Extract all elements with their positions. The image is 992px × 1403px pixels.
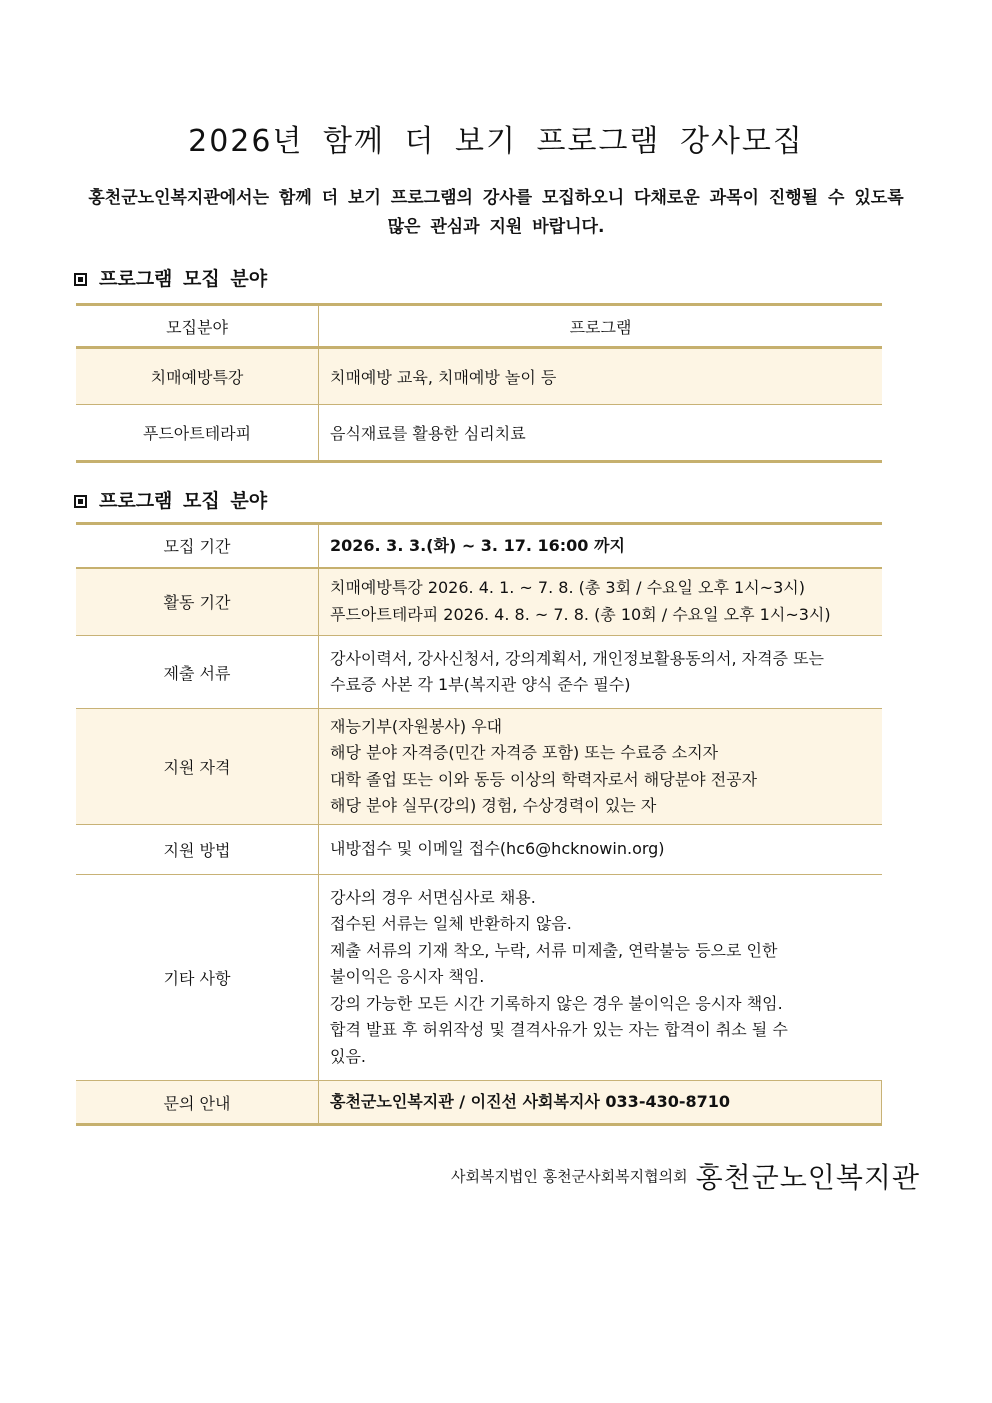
row-documents: 제출 서류 강사이력서, 강사신청서, 강의계획서, 개인정보활용동의서, 자격증 또는 수료증 사본 각 1부(복지관 양식 준수 필수): [76, 636, 882, 709]
row-qualification: 지원 자격 재능기부(자원봉사) 우대 해당 분야 자격증(민간 자격증 포함) 또는 수료증 소지자 대학 졸업 또는 이와 동등 이상의 학력자로서 해당분야 전공자 해당 분야 실무(강의) 경험, 수상경력이 있는 자: [76, 709, 882, 825]
footer-signature: [451, 1156, 920, 1196]
row-period: 모집 기간 2026. 3. 3.(화) ~ 3. 17. 16:00 까지: [76, 524, 882, 568]
footer-name: 홍천군노인복지관: [695, 1161, 920, 1194]
table-row: 푸드아트테라피 음식재료를 활용한 심리치료: [76, 405, 882, 462]
square-bullet-icon: [74, 273, 87, 286]
header-program: 프로그램: [319, 305, 883, 348]
recruitment-details-table: [76, 522, 882, 1126]
table-header-row: [76, 305, 882, 348]
row-activity: 활동 기간 치매예방특강 2026. 4. 1. ~ 7. 8. (총 3회 / 수요일 오후 1시~3시) 푸드아트테라피 2026. 4. 8. ~ 7. 8. (총 10회 / 수요일 오후 1시~3시): [76, 568, 882, 636]
footer-org: 사회복지법인 홍천군사회복지협의회: [450, 1167, 688, 1186]
square-bullet-icon: [74, 495, 87, 508]
header-field: 모집분야: [76, 305, 319, 348]
row-contact: 문의 안내 홍천군노인복지관 / 이진선 사회복지사 033-430-8710: [76, 1081, 882, 1125]
page-title: 2026년 함께 더 보기 프로그램 강사모집: [188, 124, 804, 159]
program-table: [76, 303, 882, 463]
table-row: 치매예방특강 치매예방 교육, 치매예방 놀이 등: [76, 348, 882, 405]
intro-paragraph: 홍천군노인복지관에서는 함께 더 보기 프로그램의 강사를 모집하오니 다채로운 과목이 진행될 수 있도록 많은 관심과 지원 바랍니다.: [88, 188, 904, 237]
row-method: 지원 방법 내방접수 및 이메일 접수(hc6@hcknowin.org): [76, 825, 882, 875]
section-heading-1: 프로그램 모집 분야: [74, 264, 267, 291]
row-other: 기타 사항 강사의 경우 서면심사로 채용. 접수된 서류는 일체 반환하지 않음. 제출 서류의 기재 착오, 누락, 서류 미제출, 연락불능 등으로 인한 불이익은 응시자 책임. 강의 가능한 모든 시간 기록하지 않은 경우 불이익은 응시자 책임. 합격 발표 후 허위작성 및 결격사유가 있는 자는 합격이 취소 될 수 있음.: [76, 875, 882, 1081]
section-heading-2: 프로그램 모집 분야: [74, 486, 267, 513]
